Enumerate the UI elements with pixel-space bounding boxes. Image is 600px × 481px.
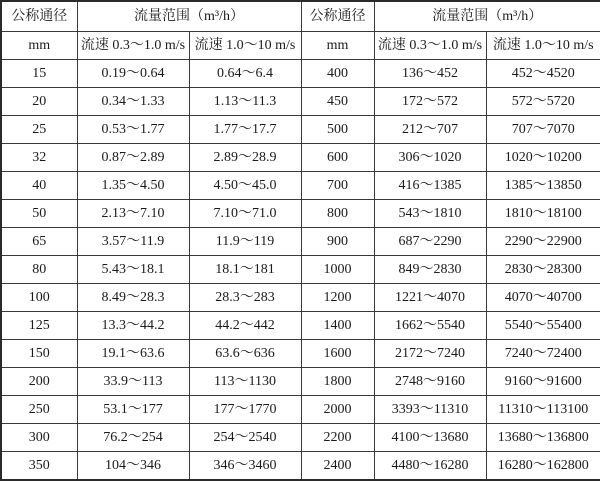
header-flow-range-left: 流量范围（m³/h） <box>77 1 301 32</box>
cell-flow-low-velocity: 306～1020 <box>374 144 486 172</box>
cell-diameter: 25 <box>1 116 77 144</box>
header-row-top <box>1 1 600 32</box>
cell-flow-low-velocity: 1221～4070 <box>374 284 486 312</box>
cell-flow-high-velocity: 1.13～11.3 <box>189 88 301 116</box>
cell-diameter: 1800 <box>301 368 374 396</box>
cell-flow-low-velocity: 212～707 <box>374 116 486 144</box>
cell-flow-high-velocity: 5540～55400 <box>486 312 600 340</box>
cell-diameter: 700 <box>301 172 374 200</box>
header-diameter-right: 公称通径 <box>301 1 374 32</box>
cell-flow-high-velocity: 44.2～442 <box>189 312 301 340</box>
cell-diameter: 2200 <box>301 424 374 452</box>
header-velocity-high-left: 流速 1.0～10 m/s <box>189 32 301 60</box>
header-velocity-low-right: 流速 0.3～1.0 m/s <box>374 32 486 60</box>
cell-diameter: 15 <box>1 60 77 88</box>
header-velocity-low-left: 流速 0.3～1.0 m/s <box>77 32 189 60</box>
cell-diameter: 50 <box>1 200 77 228</box>
cell-flow-high-velocity: 11310～113100 <box>486 396 600 424</box>
cell-flow-low-velocity: 3393～11310 <box>374 396 486 424</box>
cell-flow-low-velocity: 13.3～44.2 <box>77 312 189 340</box>
header-unit-mm-left: mm <box>1 32 77 60</box>
cell-flow-low-velocity: 2748～9160 <box>374 368 486 396</box>
cell-diameter: 65 <box>1 228 77 256</box>
cell-diameter: 350 <box>1 452 77 481</box>
cell-flow-high-velocity: 9160～91600 <box>486 368 600 396</box>
cell-diameter: 1000 <box>301 256 374 284</box>
cell-flow-low-velocity: 4100～13680 <box>374 424 486 452</box>
cell-flow-low-velocity: 8.49～28.3 <box>77 284 189 312</box>
table-row <box>1 60 600 88</box>
table-row <box>1 284 600 312</box>
table-row <box>1 424 600 452</box>
cell-diameter: 500 <box>301 116 374 144</box>
cell-flow-high-velocity: 11.9～119 <box>189 228 301 256</box>
cell-flow-high-velocity: 18.1～181 <box>189 256 301 284</box>
cell-flow-high-velocity: 7.10～71.0 <box>189 200 301 228</box>
cell-flow-low-velocity: 0.34～1.33 <box>77 88 189 116</box>
cell-diameter: 450 <box>301 88 374 116</box>
header-velocity-high-right: 流速 1.0～10 m/s <box>486 32 600 60</box>
cell-flow-low-velocity: 1.35～4.50 <box>77 172 189 200</box>
cell-flow-high-velocity: 16280～162800 <box>486 452 600 481</box>
cell-flow-high-velocity: 2830～28300 <box>486 256 600 284</box>
cell-flow-high-velocity: 7240～72400 <box>486 340 600 368</box>
cell-flow-high-velocity: 63.6～636 <box>189 340 301 368</box>
table-row <box>1 228 600 256</box>
cell-flow-low-velocity: 5.43～18.1 <box>77 256 189 284</box>
cell-flow-low-velocity: 2172～7240 <box>374 340 486 368</box>
cell-flow-low-velocity: 33.9～113 <box>77 368 189 396</box>
cell-flow-high-velocity: 1810～18100 <box>486 200 600 228</box>
cell-flow-low-velocity: 0.19～0.64 <box>77 60 189 88</box>
table-row <box>1 340 600 368</box>
cell-diameter: 20 <box>1 88 77 116</box>
cell-flow-high-velocity: 1020～10200 <box>486 144 600 172</box>
cell-flow-low-velocity: 4480～16280 <box>374 452 486 481</box>
cell-diameter: 600 <box>301 144 374 172</box>
cell-diameter: 125 <box>1 312 77 340</box>
table-row <box>1 396 600 424</box>
cell-flow-low-velocity: 0.53～1.77 <box>77 116 189 144</box>
cell-diameter: 250 <box>1 396 77 424</box>
table-row <box>1 200 600 228</box>
header-flow-range-right: 流量范围（m³/h） <box>374 1 600 32</box>
cell-diameter: 400 <box>301 60 374 88</box>
cell-diameter: 100 <box>1 284 77 312</box>
cell-diameter: 1600 <box>301 340 374 368</box>
cell-diameter: 1400 <box>301 312 374 340</box>
cell-diameter: 300 <box>1 424 77 452</box>
table-row <box>1 116 600 144</box>
cell-flow-low-velocity: 19.1～63.6 <box>77 340 189 368</box>
cell-diameter: 2400 <box>301 452 374 481</box>
cell-flow-high-velocity: 1.77～17.7 <box>189 116 301 144</box>
table-row <box>1 172 600 200</box>
cell-flow-low-velocity: 53.1～177 <box>77 396 189 424</box>
cell-diameter: 900 <box>301 228 374 256</box>
table-body <box>1 1 600 480</box>
table-row <box>1 256 600 284</box>
cell-flow-high-velocity: 4070～40700 <box>486 284 600 312</box>
table-row <box>1 368 600 396</box>
cell-flow-high-velocity: 346～3460 <box>189 452 301 481</box>
cell-flow-high-velocity: 2290～22900 <box>486 228 600 256</box>
cell-flow-low-velocity: 104～346 <box>77 452 189 481</box>
cell-flow-low-velocity: 687～2290 <box>374 228 486 256</box>
cell-flow-low-velocity: 2.13～7.10 <box>77 200 189 228</box>
header-row-sub <box>1 32 600 60</box>
cell-flow-low-velocity: 76.2～254 <box>77 424 189 452</box>
header-unit-mm-right: mm <box>301 32 374 60</box>
cell-flow-low-velocity: 1662～5540 <box>374 312 486 340</box>
cell-diameter: 32 <box>1 144 77 172</box>
cell-flow-high-velocity: 28.3～283 <box>189 284 301 312</box>
cell-flow-high-velocity: 113～1130 <box>189 368 301 396</box>
cell-flow-high-velocity: 0.64～6.4 <box>189 60 301 88</box>
cell-diameter: 200 <box>1 368 77 396</box>
cell-flow-low-velocity: 172～572 <box>374 88 486 116</box>
cell-diameter: 150 <box>1 340 77 368</box>
cell-diameter: 40 <box>1 172 77 200</box>
cell-flow-low-velocity: 416～1385 <box>374 172 486 200</box>
cell-flow-low-velocity: 0.87～2.89 <box>77 144 189 172</box>
table-row <box>1 144 600 172</box>
cell-flow-high-velocity: 452～4520 <box>486 60 600 88</box>
cell-flow-high-velocity: 4.50～45.0 <box>189 172 301 200</box>
cell-flow-high-velocity: 2.89～28.9 <box>189 144 301 172</box>
cell-flow-high-velocity: 13680～136800 <box>486 424 600 452</box>
table-row <box>1 88 600 116</box>
cell-diameter: 800 <box>301 200 374 228</box>
cell-flow-high-velocity: 254～2540 <box>189 424 301 452</box>
table-row <box>1 452 600 481</box>
table-row <box>1 312 600 340</box>
cell-flow-low-velocity: 543～1810 <box>374 200 486 228</box>
cell-flow-low-velocity: 849～2830 <box>374 256 486 284</box>
header-diameter-left: 公称通径 <box>1 1 77 32</box>
cell-flow-high-velocity: 177～1770 <box>189 396 301 424</box>
cell-flow-high-velocity: 707～7070 <box>486 116 600 144</box>
cell-flow-high-velocity: 572～5720 <box>486 88 600 116</box>
cell-flow-low-velocity: 136～452 <box>374 60 486 88</box>
cell-diameter: 80 <box>1 256 77 284</box>
cell-flow-high-velocity: 1385～13850 <box>486 172 600 200</box>
cell-flow-low-velocity: 3.57～11.9 <box>77 228 189 256</box>
cell-diameter: 2000 <box>301 396 374 424</box>
cell-diameter: 1200 <box>301 284 374 312</box>
